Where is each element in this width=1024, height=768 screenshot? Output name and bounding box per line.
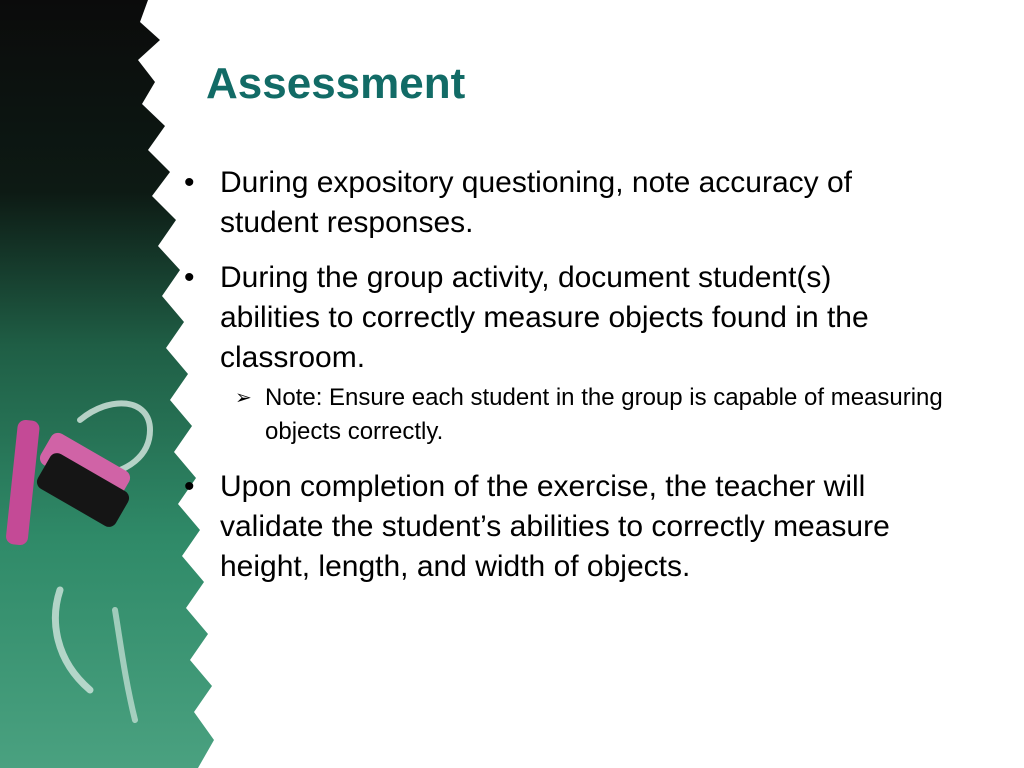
bullet-item: [180, 467, 920, 587]
bullet-marker: •: [184, 261, 195, 294]
bullet-text: During the group activity, document student(s) abilities to correctly measure objects found in the classroom.: [220, 261, 869, 374]
sub-bullet-item: [180, 381, 965, 449]
bullet-item: [180, 163, 940, 243]
slide-title: Assessment: [206, 59, 466, 108]
sub-bullet-text: Note: Ensure each student in the group is capable of measuring objects correctly.: [265, 384, 943, 445]
bullet-marker: •: [184, 470, 195, 503]
bullet-text: Upon completion of the exercise, the teacher will validate the student’s abilities to correctly measure height, length, and width of objects.: [220, 470, 890, 583]
bullet-list: [180, 163, 970, 602]
arrow-bullet-icon: ➢: [235, 387, 252, 409]
bullet-text: During expository questioning, note accuracy of student responses.: [220, 166, 853, 239]
bullet-item: [180, 258, 920, 378]
bullet-marker: •: [184, 166, 195, 199]
